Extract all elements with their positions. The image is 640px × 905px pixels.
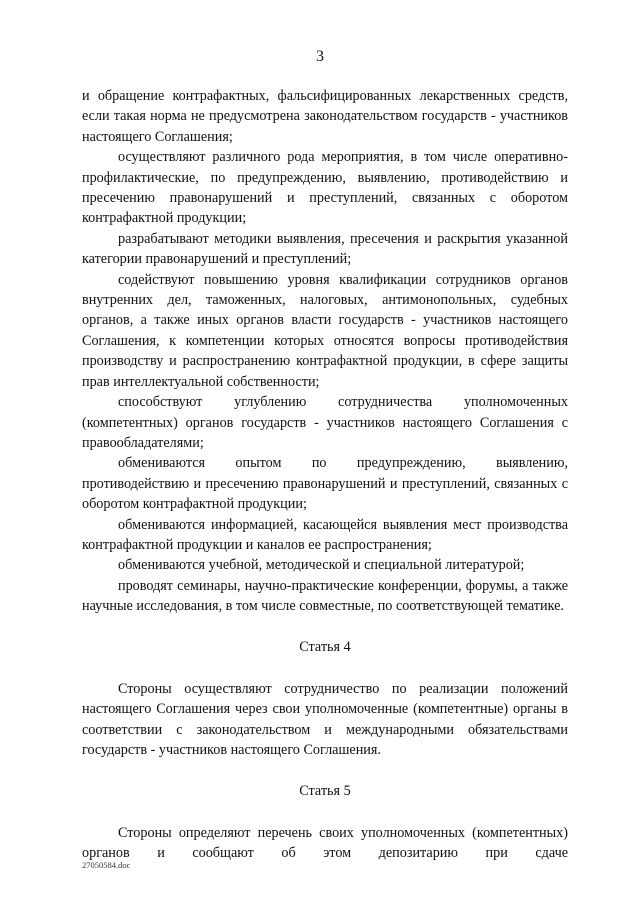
paragraph: проводят семинары, научно-практические конференции, форумы, а также научные исследования, в том числе совместные, по соответствующей тематике. <box>82 577 568 615</box>
file-name-footer: 27050584.doc <box>82 860 131 870</box>
paragraph: разрабатывают методики выявления, пресечения и раскрытия указанной категории правонарушений и преступлений; <box>82 230 568 268</box>
article-4-heading: Статья 4 <box>299 638 351 655</box>
paragraph: содействуют повышению уровня квалификации сотрудников органов внутренних дел, таможенных, налоговых, антимонопольных, судебных органов, а также иных органов власти государств - участников настоящего Соглашения, к компетенции которых относятся вопросы противодействия производству и распространению контрафактной продукции, в сфере защиты прав интеллектуальной собственности; <box>82 271 568 390</box>
paragraph: осуществляют различного рода мероприятия, в том числе оперативно-профилактические, по предупреждению, выявлению, противодействию и пресечению правонарушений и преступлений, связанных с оборотом контрафактной продукции; <box>82 149 568 227</box>
document-body <box>82 86 568 864</box>
article-4-text: Стороны осуществляют сотрудничество по реализации положений настоящего Соглашения через свои уполномоченные (компетентные) органы в соответствии с законодательством и международными обязательствами государств - участников настоящего Соглашения. <box>82 680 568 759</box>
article-5-heading: Статья 5 <box>299 782 351 799</box>
paragraph: обмениваются опытом по предупреждению, выявлению, противодействию и пресечению правонарушений и преступлений, связанных с оборотом контрафактной продукции; <box>82 455 568 513</box>
paragraph: и обращение контрафактных, фальсифицированных лекарственных средств, если такая норма не предусмотрена законодательством государств - участников настоящего Соглашения; <box>82 88 568 145</box>
paragraph: обмениваются учебной, методической и специальной литературой; <box>118 557 525 574</box>
page-number: 3 <box>316 48 324 65</box>
paragraph: обмениваются информацией, касающейся выявления мест производства контрафактной продукции и каналов ее распространения; <box>82 516 568 553</box>
article-5-text: Стороны определяют перечень своих уполномоченных (компетентных) органов и сообщают об этом депозитарию при сдаче <box>82 825 568 862</box>
paragraph: способствуют углублению сотрудничества уполномоченных (компетентных) органов государств - участников настоящего Соглашения с правообладателями; <box>82 394 568 451</box>
